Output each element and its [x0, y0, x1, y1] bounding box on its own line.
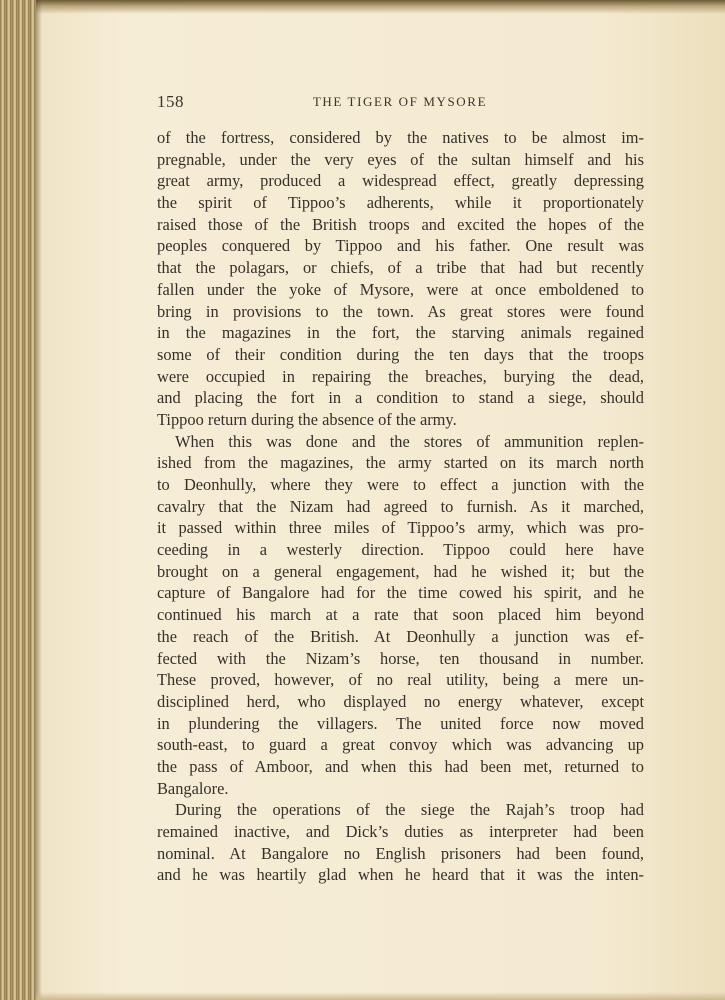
text-line: brought on a general engagement, had he wished it; but the [157, 561, 644, 581]
text-line: were occupied in repairing the breaches, burying the dead, [157, 366, 644, 386]
text-line: disciplined herd, who displayed no energy whatever, except [157, 691, 644, 711]
text-line: the reach of the British. At Deonhully a junction was ef- [157, 626, 644, 646]
text-line: ished from the magazines, the army started on its march north [157, 453, 644, 473]
book-binding-edge [0, 0, 36, 1000]
text-line: great army, produced a widespread effect, greatly depressing [157, 171, 644, 191]
page-number: 158 [157, 92, 184, 111]
text-line: to Deonhully, where they were to effect a junction with the [157, 475, 644, 494]
text-line: in the magazines in the fort, the starving animals regained [157, 323, 644, 343]
text-line: fected with the Nizam’s horse, ten thousand in number. [157, 648, 644, 668]
text-line: raised those of the British troops and excited the hopes of the [157, 214, 644, 234]
text-line: that the polagars, or chiefs, of a tribe that had but recently [157, 258, 644, 278]
text-line: the pass of Amboor, and when this had been met, returned to [157, 756, 644, 776]
text-line: capture of Bangalore had for the time cowed his spirit, and he [157, 583, 644, 603]
text-line: in plundering the villagers. The united force now moved [157, 713, 644, 733]
running-title: THE TIGER OF MYSORE [312, 94, 488, 109]
text-line: Bangalore. [157, 778, 229, 798]
text-line: and placing the fort in a condition to stand a siege, should [157, 388, 644, 408]
body-text [157, 127, 644, 886]
text-line: it passed within three miles of Tippoo’s army, which was pro- [157, 518, 644, 538]
text-line: Tippoo return during the absence of the army. [157, 409, 457, 429]
text-line: south-east, to guard a great convoy which was advancing up [157, 735, 644, 755]
page-top-shadow [0, 0, 725, 14]
text-line: remained inactive, and Dick’s duties as interpreter had been [157, 822, 644, 841]
text-line: and he was heartily glad when he heard that it was the inten- [157, 865, 644, 885]
text-line: continued his march at a rate that soon placed him beyond [157, 605, 644, 625]
text-line: During the operations of the siege the Rajah’s troop had [175, 800, 644, 820]
text-line: ceeding in a westerly direction. Tippoo could here have [157, 540, 644, 560]
text-line: of the fortress, considered by the natives to be almost im- [157, 128, 644, 147]
page-header [157, 92, 643, 116]
text-line: When this was done and the stores of ammunition replen- [175, 431, 644, 451]
text-line: some of their condition during the ten days that the troops [157, 344, 644, 364]
text-line: peoples conquered by Tippoo and his father. One result was [157, 236, 644, 256]
text-line: pregnable, under the very eyes of the sultan himself and his [157, 149, 644, 169]
page-bottom-edge [36, 992, 725, 1000]
text-line: the spirit of Tippoo’s adherents, while it proportionately [157, 193, 644, 213]
text-line: bring in provisions to the town. As great stores were found [157, 301, 644, 321]
text-line: nominal. At Bangalore no English prisoners had been found, [157, 843, 644, 863]
text-line: These proved, however, of no real utility, being a mere un- [157, 670, 644, 690]
text-line: fallen under the yoke of Mysore, were at once emboldened to [157, 279, 644, 299]
text-line: cavalry that the Nizam had agreed to furnish. As it marched, [157, 496, 644, 516]
